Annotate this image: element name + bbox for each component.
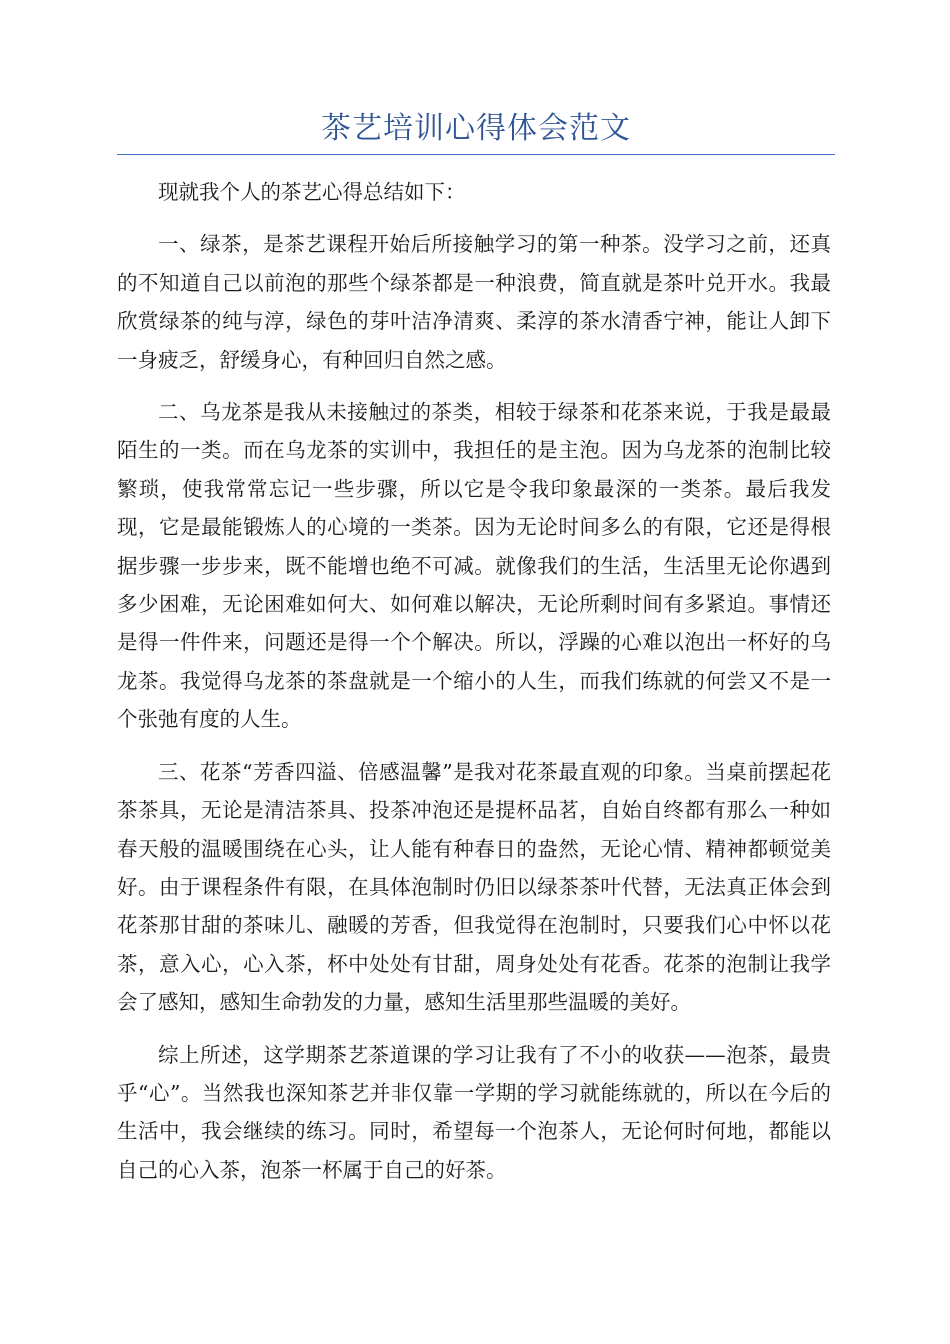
paragraph-conclusion: 综上所述，这学期茶艺茶道课的学习让我有了不小的收获——泡茶，最贵乎“心”。当然我也深知茶艺并非仅靠一学期的学习就能练就的，所以在今后的生活中，我会继续的练习。同时，希望每一个泡茶人，无论何时何地，都能以自己的心入茶，泡茶一杯属于自己的好茶。 <box>117 1042 831 1182</box>
paragraph-green-tea: 一、绿茶，是茶艺课程开始后所接触学习的第一种茶。没学习之前，还真的不知道自己以前泡的那些个绿茶都是一种浪费，简直就是茶叶兑开水。我最欣赏绿茶的纯与淳，绿色的芽叶洁净清爽、柔淳的茶水清香宁神，能让人卸下一身疲乏，舒缓身心，有种回归自然之感。 <box>117 232 831 372</box>
paragraph-intro: 现就我个人的茶艺心得总结如下： <box>158 180 466 204</box>
document-body <box>117 173 831 1203</box>
paragraph-oolong-tea: 二、乌龙茶是我从未接触过的茶类，相较于绿茶和花茶来说，于我是最最陌生的一类。而在乌龙茶的实训中，我担任的是主泡。因为乌龙茶的泡制比较繁琐，使我常常忘记一些步骤，所以它是令我印象最深的一类茶。最后我发现，它是最能锻炼人的心境的一类茶。因为无论时间多么的有限，它还是得根据步骤一步步来，既不能增也绝不可减。就像我们的生活，生活里无论你遇到多少困难，无论困难如何大、如何难以解决，无论所剩时间有多紧迫。事情还是得一件件来，问题还是得一个个解决。所以，浮躁的心难以泡出一杯好的乌龙茶。我觉得乌龙茶的茶盘就是一个缩小的人生，而我们练就的何尝又不是一个张弛有度的人生。 <box>117 400 831 732</box>
document-title: 茶艺培训心得体会范文 <box>321 111 631 146</box>
paragraph-flower-tea: 三、花茶“芳香四溢、倍感温馨”是我对花茶最直观的印象。当桌前摆起花茶茶具，无论是清洁茶具、投茶冲泡还是提杯品茗，自始自终都有那么一种如春天般的温暖围绕在心头，让人能有种春日的盎然，无论心情、精神都顿觉美好。由于课程条件有限，在具体泡制时仍旧以绿茶茶叶代替，无法真正体会到花茶那甘甜的茶味儿、融暖的芳香，但我觉得在泡制时，只要我们心中怀以花茶，意入心，心入茶，杯中处处有甘甜，周身处处有花香。花茶的泡制让我学会了感知，感知生命勃发的力量，感知生活里那些温暖的美好。 <box>117 759 831 1015</box>
title-underline <box>117 154 835 155</box>
